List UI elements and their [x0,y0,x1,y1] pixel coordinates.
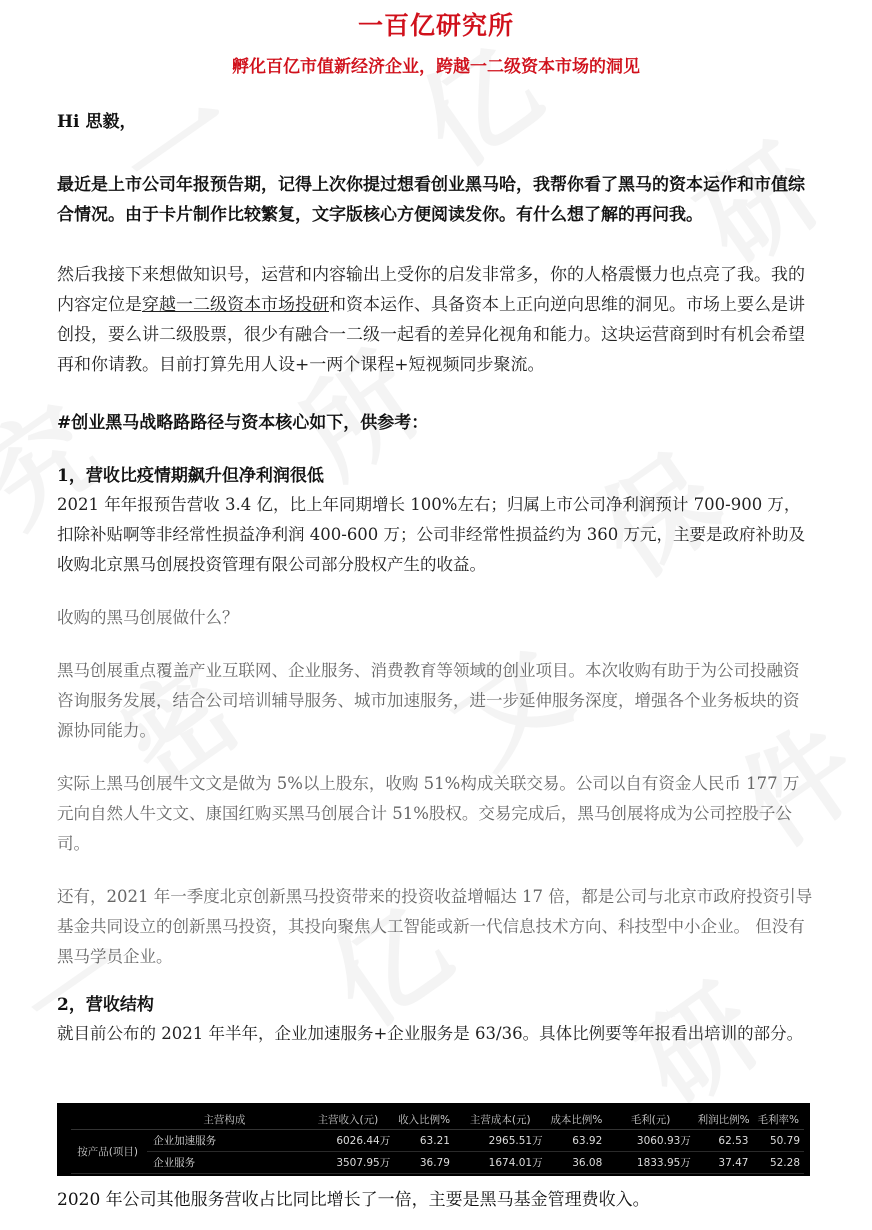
table-cell: 企业加速服务 [147,1130,301,1152]
hashtag-line: #创业黑马战略路路径与资本核心如下，供参考： [57,413,429,433]
plan-underlined-text: 穿越一二级资本市场投研 [142,295,329,315]
plan-text-1: 然后我接下来想做知识号，运营和内容输出上受你的启发非常多，你的人格震慑力也点亮了我。我的内容定位是 [57,265,805,315]
table-header-cell: 毛利(元) [606,1109,695,1130]
table-cell: 63.92 [547,1130,607,1152]
greeting: Hi 思毅， [57,112,137,132]
table-header-cell: 成本比例% [547,1109,607,1130]
table-cell: 6026.44万 [302,1130,395,1152]
plan-text-2: 和资本运作、具备资本上正向逆向思维的洞见。市场上要么是讲创投，要么讲二级股票，很少有融合一二级一起看的差异化视角和能力。这块运营商到时有机会希望再和你请教。目前打算先用人设+一两个课程+短视频同步聚流。 [57,295,805,375]
section1-question: 收购的黑马创展做什么？ [57,608,239,627]
revenue-structure-table [57,1103,810,1176]
table-cell: 37.47 [695,1152,753,1174]
section1-paragraph-3: 实际上黑马创展牛文文是做为 5%以上股东，收购 51%构成关联交易。公司以自有资金人民币 177 万元向自然人牛文文、康国红购买黑马创展合计 51%股权。交易完成后，黑马创展将成为公司控股子公司。 [57,774,800,853]
table-cell: 36.79 [394,1152,454,1174]
intro-paragraph: 最近是上市公司年报预告期，记得上次你提过想看创业黑马哈，我帮你看了黑马的资本运作和市值综合情况。由于卡片制作比较繁复，文字版核心方便阅读发你。有什么想了解的再问我。 [57,175,805,225]
table-header-cell: 毛利率% [752,1109,804,1130]
table-cell: 62.53 [695,1130,753,1152]
table-cell: 52.28 [752,1152,804,1174]
org-title: 一百亿研究所 [357,11,514,40]
table-cell: 1833.95万 [606,1152,695,1174]
table-cell: 36.08 [547,1152,607,1174]
table-header-cell: 主营构成 [147,1109,301,1130]
table-group-label: 按产品(项目) [71,1130,147,1174]
table-cell: 3060.93万 [606,1130,695,1152]
table-cell: 50.79 [752,1130,804,1152]
table-header-cell: 主营成本(元) [454,1109,547,1130]
section1-paragraph-4: 还有，2021 年一季度北京创新黑马投资带来的投资收益增幅达 17 倍，都是公司与北京市政府投资引导基金共同设立的创新黑马投资，其投向聚焦人工智能或新一代信息技术方向、科技型中小企业。 但没有黑马学员企业。 [57,887,813,966]
table-header-row [71,1109,804,1130]
section1-paragraph-2: 黑马创展重点覆盖产业互联网、企业服务、消费教育等领域的创业项目。本次收购有助于为公司投融资咨询服务发展，结合公司培训辅导服务、城市加速服务，进一步延伸服务深度，增强各个业务板块的资源协同能力。 [57,661,800,740]
table-header-cell: 利润比例% [695,1109,753,1130]
table-cell: 1674.01万 [454,1152,547,1174]
section1-heading: 1，营收比疫情期飙升但净利润很低 [57,466,324,486]
letter-body [57,108,813,1049]
org-slogan: 孵化百亿市值新经济企业，跨越一二级资本市场的洞见 [232,57,640,77]
plan-paragraph [57,260,813,380]
table-header-cell [71,1109,147,1130]
section1-paragraph-1: 2021 年年报预告营收 3.4 亿，比上年同期增长 100%左右；归属上市公司净利润预计 700-900 万，扣除补贴啊等非经常性损益净利润 400-600 万；公司非经常性损益约为 360 万元，主要是政府补助及收购北京黑马创展投资管理有限公司部分股权产生的收益。 [57,495,806,574]
table-header-cell: 主营收入(元) [302,1109,395,1130]
section2-footer-note: 2020 年公司其他服务营收占比同比增长了一倍，主要是黑马基金管理费收入。 [57,1190,650,1210]
table-cell: 63.21 [394,1130,454,1152]
table-cell: 3507.95万 [302,1152,395,1174]
table-row [71,1152,804,1174]
section2-paragraph-1: 就目前公布的 2021 年半年，企业加速服务+企业服务是 63/36。具体比例要等年报看出培训的部分。 [57,1024,804,1043]
table-header-cell: 收入比例% [394,1109,454,1130]
section2-heading: 2，营收结构 [57,995,154,1015]
table-row [71,1130,804,1152]
table-cell: 企业服务 [147,1152,301,1174]
table-cell: 2965.51万 [454,1130,547,1152]
